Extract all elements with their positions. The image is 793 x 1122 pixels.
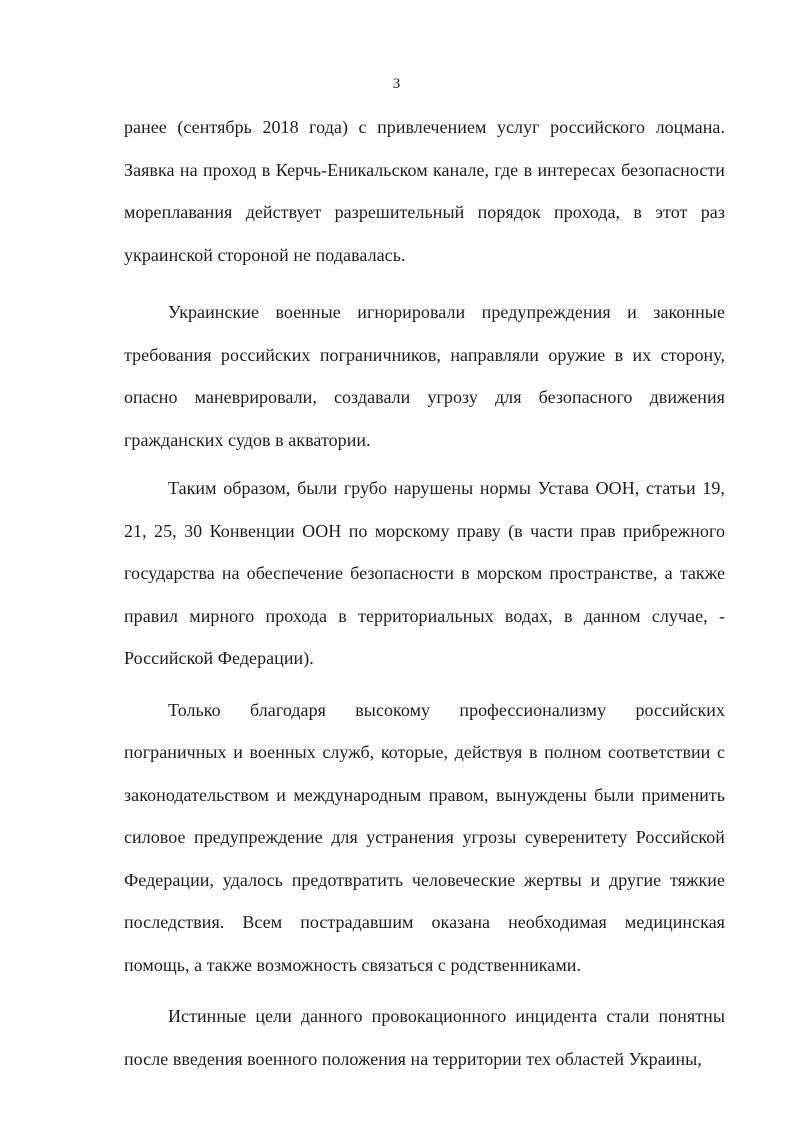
paragraph-1: ранее (сентябрь 2018 года) с привлечением услуг российского лоцмана. Заявка на проход в Керчь-Еникальском канале, где в интересах безопасности мореплавания действует разрешительный порядок прохода, в этот раз украинской стороной не подавалась.: [124, 117, 725, 265]
page-number: 3: [392, 76, 401, 92]
paragraph-4: Только благодаря высокому профессионализму российских пограничных и военных служб, которые, действуя в полном соответствии с законодательством и международным правом, вынуждены были применить силовое предупреждение для устранения угрозы суверенитету Российской Федерации, удалось предотвратить человеческие жертвы и другие тяжкие последствия. Всем пострадавшим оказана необходимая медицинская помощь, а также возможность связаться с родственниками.: [124, 699, 725, 975]
paragraph-3: Таким образом, были грубо нарушены нормы Устава ООН, статьи 19, 21, 25, 30 Конвенции ООН по морскому праву (в части прав прибрежного государства на обеспечение безопасности в морском пространстве, а также правил мирного прохода в территориальных водах, в данном случае, - Российской Федерации).: [124, 478, 725, 668]
paragraph-5: Истинные цели данного провокационного инцидента стали понятны после введения военного положения на территории тех областей Украины,: [124, 1006, 725, 1069]
document-body: [124, 106, 725, 1080]
paragraph-2: Украинские военные игнорировали предупреждения и законные требования российских пограничников, направляли оружие в их сторону, опасно маневрировали, создавали угрозу для безопасного движения гражданских судов в акватории.: [124, 302, 725, 450]
